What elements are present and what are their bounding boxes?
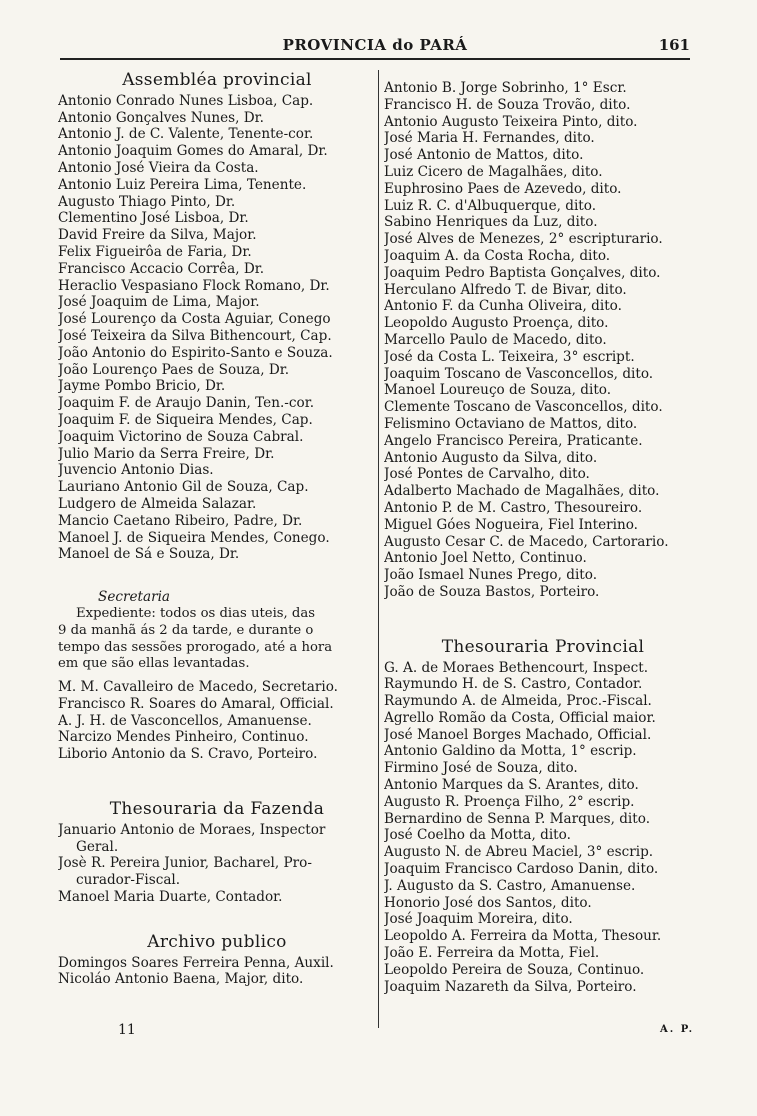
- list-item: Antonio Joel Netto, Continuo.: [384, 550, 587, 567]
- list-item: Joaquim Toscano de Vasconcellos, dito.: [384, 365, 654, 382]
- list-item: Mancio Caetano Ribeiro, Padre, Dr.: [58, 512, 303, 529]
- list-item: Antonio J. de C. Valente, Tenente-cor.: [58, 126, 314, 143]
- list-item: José Maria H. Fernandes, dito.: [384, 130, 595, 147]
- list-item: Miguel Góes Nogueira, Fiel Interino.: [384, 516, 638, 533]
- list-item: Antonio Gonçalves Nunes, Dr.: [58, 109, 265, 126]
- list-item: Antonio Galdino da Motta, 1° escrip.: [384, 743, 637, 760]
- running-title: PROVINCIA do PARÁ: [282, 36, 468, 54]
- list-item: José da Costa L. Teixeira, 3° escript.: [384, 348, 635, 365]
- list-item: Manoel J. de Siqueira Mendes, Conego.: [58, 529, 330, 546]
- list-item: Antonio Augusto da Silva, dito.: [384, 449, 598, 466]
- list-item: José Joaquim Moreira, dito.: [384, 911, 573, 928]
- section-title-archivo: Archivo publico: [147, 931, 287, 952]
- list-item: Heraclio Vespasiano Flock Romano, Dr.: [58, 277, 330, 294]
- list-item: Julio Mario da Serra Freire, Dr.: [58, 445, 275, 462]
- list-item: Augusto Cesar C. de Macedo, Cartorario.: [384, 533, 669, 550]
- header-rule: [60, 58, 690, 60]
- list-item: Josè R. Pereira Junior, Bacharel, Pro-: [58, 855, 312, 872]
- list-item: Clemente Toscano de Vasconcellos, dito.: [384, 399, 663, 416]
- list-item: Raymundo A. de Almeida, Proc.-Fiscal.: [384, 693, 652, 710]
- left-column: [58, 68, 376, 988]
- list-item: Angelo Francisco Pereira, Praticante.: [384, 432, 643, 449]
- list-item: Raymundo H. de S. Castro, Contador.: [384, 676, 643, 693]
- list-item: Joaquim Nazareth da Silva, Porteiro.: [384, 978, 637, 995]
- list-item: J. Augusto da S. Castro, Amanuense.: [384, 877, 636, 894]
- list-item: Antonio F. da Cunha Oliveira, dito.: [384, 298, 622, 315]
- secretaria-list: [58, 679, 376, 763]
- list-item: Joaquim F. de Siqueira Mendes, Cap.: [58, 411, 313, 428]
- list-item: Augusto Thiago Pinto, Dr.: [58, 193, 236, 210]
- list-item: José Joaquim de Lima, Major.: [58, 294, 260, 311]
- list-item: Augusto R. Proença Filho, 2° escrip.: [384, 793, 635, 810]
- list-item: Narcizo Mendes Pinheiro, Continuo.: [58, 729, 309, 746]
- list-item: Expediente: todos os dias uteis, das: [76, 605, 316, 621]
- signature-mark-right: A. P.: [660, 1024, 695, 1035]
- list-item: José Manoel Borges Machado, Official.: [384, 726, 652, 743]
- list-item: Joaquim Victorino de Souza Cabral.: [58, 428, 304, 445]
- list-item: José Alves de Menezes, 2° escripturario.: [384, 231, 663, 248]
- list-item: Francisco H. de Souza Trovão, dito.: [384, 96, 631, 113]
- list-item: Leopoldo Augusto Proença, dito.: [384, 315, 609, 332]
- list-item: Agrello Romão da Costa, Official maior.: [384, 709, 656, 726]
- list-item: Joaquim Pedro Baptista Gonçalves, dito.: [384, 264, 661, 281]
- list-item: João Ismael Nunes Prego, dito.: [384, 567, 598, 584]
- list-item: Antonio Marques da S. Arantes, dito.: [384, 777, 639, 794]
- list-item: Firmino José de Souza, dito.: [384, 760, 578, 777]
- list-item: Antonio P. de M. Castro, Thesoureiro.: [384, 499, 643, 516]
- list-item: José Teixeira da Silva Bithencourt, Cap.: [58, 327, 332, 344]
- list-item: M. M. Cavalleiro de Macedo, Secretario.: [58, 679, 338, 696]
- section-title-assembleia: Assembléa provincial: [122, 70, 312, 90]
- list-item: Lauriano Antonio Gil de Souza, Cap.: [58, 479, 309, 496]
- list-item: Joaquim A. da Costa Rocha, dito.: [384, 247, 611, 264]
- list-item: Geral.: [76, 838, 119, 855]
- list-item: 9 da manhã ás 2 da tarde, e durante o: [58, 622, 314, 638]
- list-item: Domingos Soares Ferreira Penna, Auxil.: [58, 954, 334, 971]
- list-item: A. J. H. de Vasconcellos, Amanuense.: [58, 712, 312, 729]
- list-item: Luiz Cicero de Magalhães, dito.: [384, 163, 603, 180]
- list-item: tempo das sessões prorogado, até a hora: [58, 639, 333, 655]
- list-item: Sabino Henriques da Luz, dito.: [384, 214, 598, 231]
- section-title-fazenda: Thesouraria da Fazenda: [109, 799, 325, 820]
- list-item: Antonio Conrado Nunes Lisboa, Cap.: [58, 92, 314, 109]
- list-item: José Coelho da Motta, dito.: [384, 827, 571, 844]
- provincial-list: [384, 660, 702, 996]
- page-header: [60, 34, 690, 60]
- list-item: G. A. de Moraes Bethencourt, Inspect.: [384, 659, 649, 676]
- list-item: Liborio Antonio da S. Cravo, Porteiro.: [58, 746, 318, 763]
- list-item: Augusto N. de Abreu Maciel, 3° escrip.: [384, 844, 654, 861]
- list-item: João E. Ferreira da Motta, Fiel.: [384, 945, 600, 962]
- list-item: Leopoldo A. Ferreira da Motta, Thesour.: [384, 928, 662, 945]
- list-item: Juvencio Antonio Dias.: [58, 462, 214, 479]
- list-item: Bernardino de Senna P. Marques, dito.: [384, 810, 651, 827]
- column-divider: [378, 70, 379, 1028]
- list-item: Adalberto Machado de Magalhães, dito.: [384, 483, 660, 500]
- list-item: Antonio Augusto Teixeira Pinto, dito.: [384, 113, 638, 130]
- list-item: Antonio Luiz Pereira Lima, Tenente.: [58, 176, 307, 193]
- list-item: Joaquim F. de Araujo Danin, Ten.-cor.: [58, 395, 315, 412]
- list-item: curador-Fiscal.: [76, 872, 181, 889]
- fazenda-list: [58, 822, 376, 906]
- list-item: João Antonio do Espirito-Santo e Souza.: [58, 344, 333, 361]
- list-item: Januario Antonio de Moraes, Inspector: [58, 821, 326, 838]
- list-item: Manoel Maria Duarte, Contador.: [58, 889, 283, 906]
- fazenda-staff-list: [384, 80, 702, 601]
- list-item: José Antonio de Mattos, dito.: [384, 147, 584, 164]
- list-item: Manoel de Sá e Souza, Dr.: [58, 546, 240, 563]
- list-item: Jayme Pombo Bricio, Dr.: [58, 378, 226, 395]
- list-item: Euphrosino Paes de Azevedo, dito.: [384, 180, 622, 197]
- list-item: Nicoláo Antonio Baena, Major, dito.: [58, 971, 304, 988]
- list-item: Honorio José dos Santos, dito.: [384, 894, 592, 911]
- list-item: João de Souza Bastos, Porteiro.: [384, 583, 600, 600]
- list-item: Clementino José Lisboa, Dr.: [58, 210, 249, 227]
- list-item: Manoel Loureuço de Souza, dito.: [384, 382, 612, 399]
- secretaria-paragraph: [58, 606, 376, 673]
- assembleia-list: [58, 93, 376, 563]
- list-item: Marcello Paulo de Macedo, dito.: [384, 331, 607, 348]
- list-item: Francisco R. Soares do Amaral, Official.: [58, 695, 334, 712]
- archivo-list: [58, 955, 376, 989]
- list-item: José Lourenço da Costa Aguiar, Conego: [58, 311, 331, 328]
- section-title-provincial: Thesouraria Provincial: [441, 636, 645, 657]
- list-item: Antonio José Vieira da Costa.: [58, 159, 259, 176]
- list-item: Luiz R. C. d'Albuquerque, dito.: [384, 197, 597, 214]
- list-item: Antonio B. Jorge Sobrinho, 1° Escr.: [384, 80, 627, 96]
- right-column: [384, 80, 702, 995]
- page-number: 161: [658, 36, 690, 54]
- list-item: Francisco Accacio Corrêa, Dr.: [58, 260, 265, 277]
- list-item: João Lourenço Paes de Souza, Dr.: [58, 361, 290, 378]
- list-item: David Freire da Silva, Major.: [58, 227, 257, 244]
- list-item: Herculano Alfredo T. de Bivar, dito.: [384, 281, 627, 298]
- list-item: Leopoldo Pereira de Souza, Continuo.: [384, 961, 645, 978]
- list-item: Antonio Joaquim Gomes do Amaral, Dr.: [58, 143, 328, 160]
- list-item: Felismino Octaviano de Mattos, dito.: [384, 415, 638, 432]
- list-item: José Pontes de Carvalho, dito.: [384, 466, 590, 483]
- list-item: em que são ellas levantadas.: [58, 656, 250, 672]
- signature-mark: 11: [118, 1022, 136, 1038]
- list-item: Ludgero de Almeida Salazar.: [58, 495, 257, 512]
- list-item: Felix Figueirôa de Faria, Dr.: [58, 243, 252, 260]
- list-item: Joaquim Francisco Cardoso Danin, dito.: [384, 861, 659, 878]
- secretaria-heading: Secretaria: [98, 589, 171, 606]
